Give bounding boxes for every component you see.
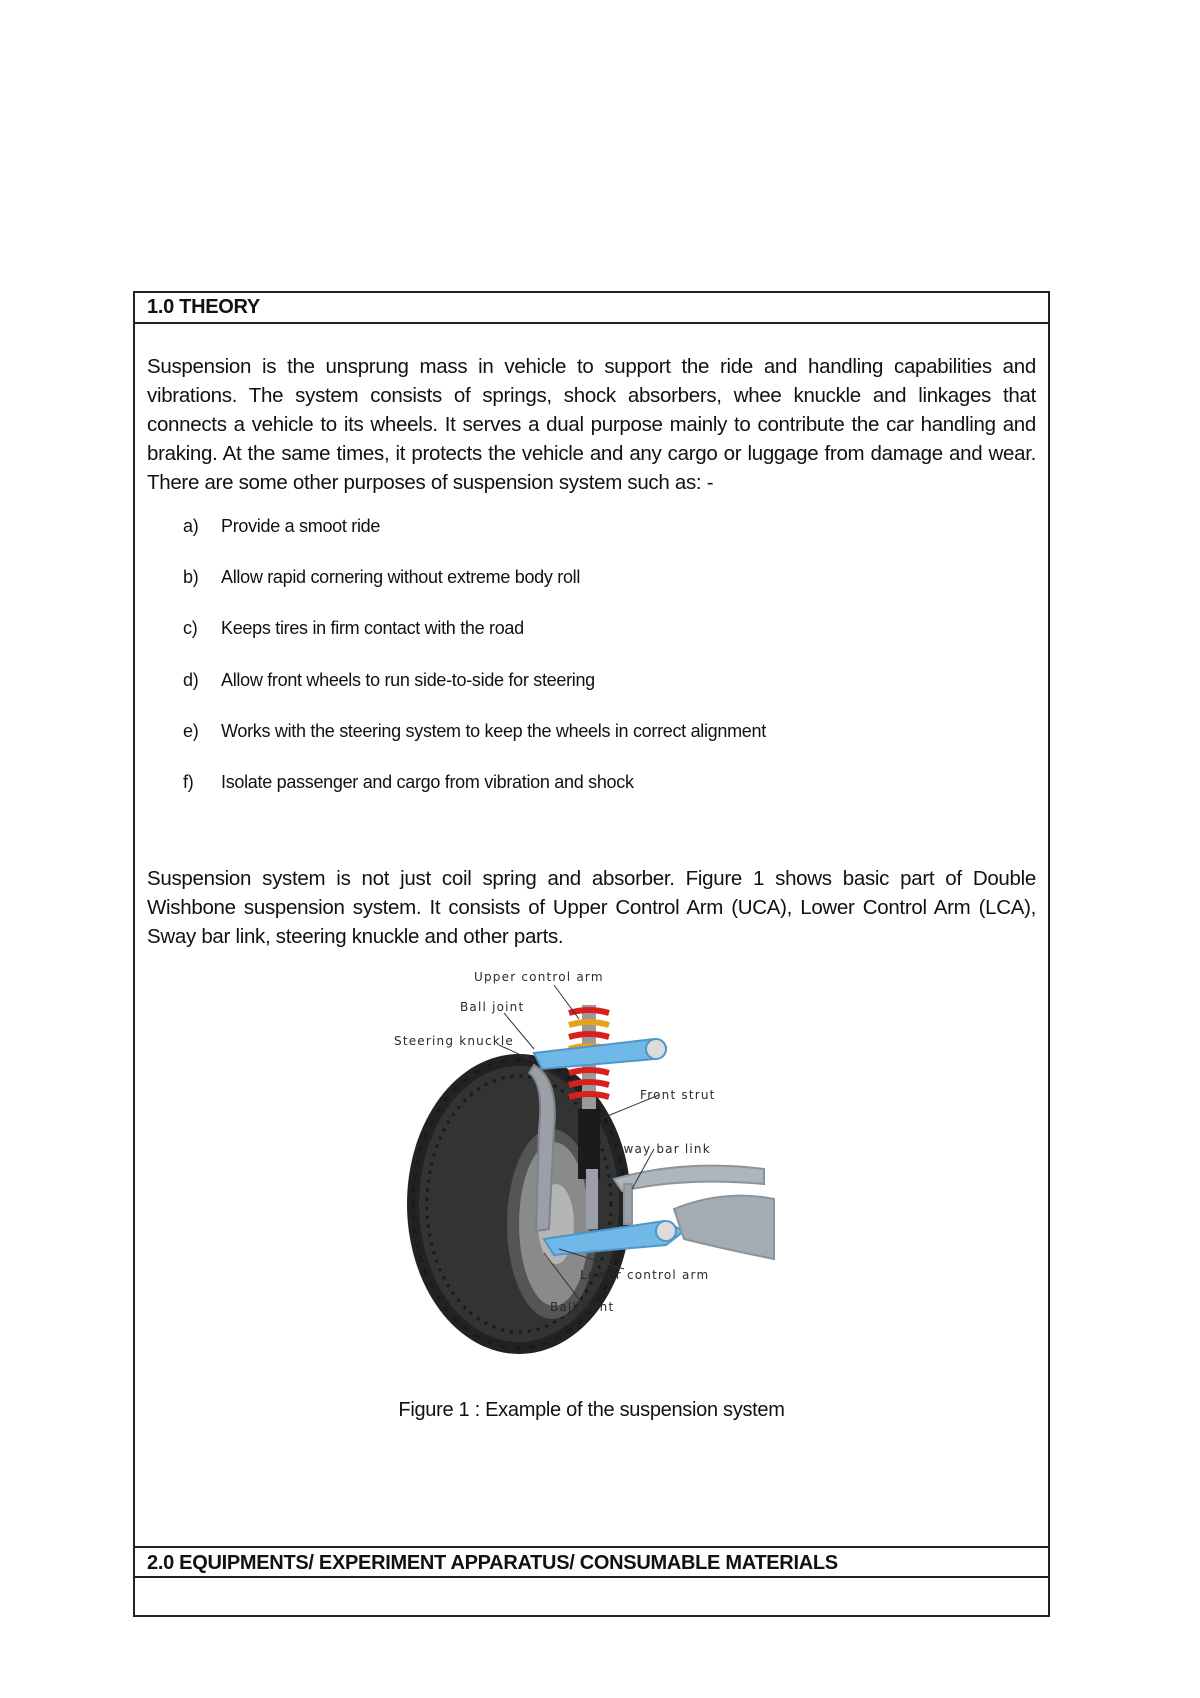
label-upper-control-arm: Upper control arm bbox=[474, 970, 604, 984]
section-1-heading: 1.0 THEORY bbox=[135, 293, 1048, 324]
document-frame bbox=[133, 291, 1050, 1617]
suspension-figure bbox=[384, 969, 784, 1359]
label-front-strut: Front strut bbox=[640, 1088, 716, 1102]
figure-caption: Figure 1 : Example of the suspension system bbox=[398, 1399, 785, 1421]
list-item: a) Provide a smoot ride bbox=[183, 516, 381, 536]
label-sway-bar-link: sway bar link bbox=[616, 1142, 711, 1156]
list-item: f) Isolate passenger and cargo from vibration and shock bbox=[183, 771, 634, 792]
purposes-list bbox=[183, 516, 766, 823]
label-lower-control-arm: Lower control arm bbox=[580, 1268, 710, 1282]
label-ball-joint-bottom: Ball joint bbox=[550, 1300, 615, 1314]
theory-paragraph-2: Suspension system is not just coil spring and absorber. Figure 1 shows basic part of Double Wishbone suspension system. It consists of Upper Control Arm (UCA), Lower Control Arm (LCA), Sway bar link, steering knuckle and other parts. bbox=[147, 867, 1036, 948]
list-item: e) Works with the steering system to keep the wheels in correct alignment bbox=[183, 720, 766, 741]
list-item: d) Allow front wheels to run side-to-side for steering bbox=[183, 669, 595, 690]
theory-paragraph-1: Suspension is the unsprung mass in vehicle to support the ride and handling capabilities and vibrations. The system consists of springs, shock absorbers, whee knuckle and linkages that connects a vehicle to its wheels. It serves a dual purpose mainly to contribute the car handling and braking. At the same times, it protects the vehicle and any cargo or luggage from damage and wear. There are some other purposes of suspension system such as: - bbox=[147, 355, 1036, 494]
list-item: b) Allow rapid cornering without extreme body roll bbox=[183, 567, 581, 588]
label-steering-knuckle: Steering knuckle bbox=[394, 1034, 515, 1048]
label-ball-joint-top: Ball joint bbox=[460, 1000, 525, 1014]
section-2-heading: 2.0 EQUIPMENTS/ EXPERIMENT APPARATUS/ CONSUMABLE MATERIALS bbox=[135, 1546, 1048, 1578]
list-item: c) Keeps tires in firm contact with the road bbox=[183, 618, 524, 639]
